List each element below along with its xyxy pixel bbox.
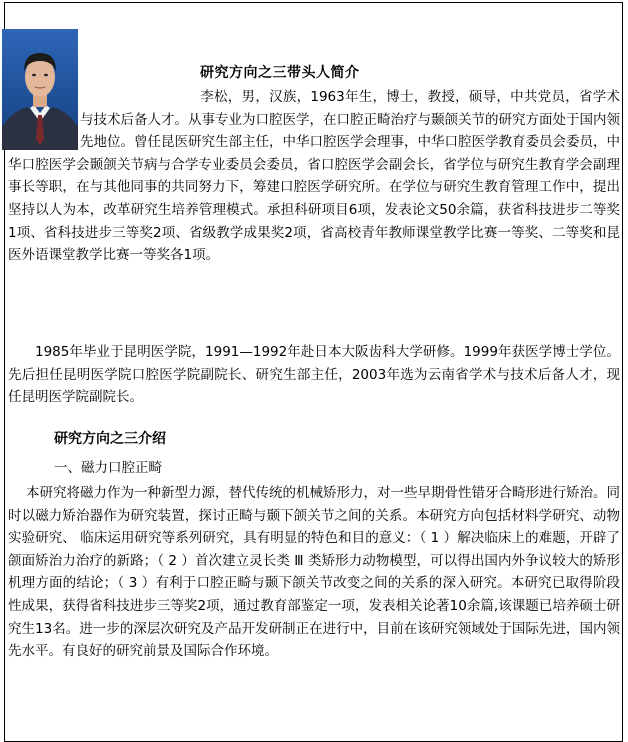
subsection-title: 一、磁力口腔正畸 [54, 460, 162, 476]
research-block [8, 482, 620, 663]
photo-float-spacer [8, 86, 80, 152]
intro-title: 研究方向之三介绍 [54, 431, 166, 447]
bio-block [8, 86, 620, 267]
section-title: 研究方向之三带头人简介 [200, 65, 360, 81]
bio-text: 李松，男，汉族，1963年生，博士，教授，硕导，中共党员，省学术与技术后备人才。从事专业为口腔医学，在口腔正畸治疗与颞颌关节的研究方面处于国内领先地位。曾任昆医研究生部主任，中华口腔医学会理事，中华口腔医学教育委员会委员，中华口腔医学会颞颌关节病与合学专业委员会委员，省口腔医学会副会长，省学位与研究生教育学会副理事长等职，在与其他同事的共同努力下，筹建口腔医学研究所。在学位与研究生教育管理工作中，提出坚持以人为本，改革研究生培养管理模式。承担科研项目6项，发表论文50余篇，获省科技进步二等奖1项、省科技进步三等奖2项、省级教学成果奖2项，省高校青年教师课堂教学比赛一等奖、二等奖和昆医外语课堂教学比赛一等奖各1项。 [8, 89, 620, 264]
bio-paragraph [8, 86, 620, 267]
education-paragraph: 1985年毕业于昆明医学院，1991—1992年赴日本大阪齿科大学研修。1999年获医学博士学位。先后担任昆明医学院口腔医学院副院长、研究生部主任，2003年选为云南省学术与技术后备人才，现任昆明医学院副院长。 [8, 344, 620, 406]
education-block [8, 341, 620, 409]
research-paragraph: 本研究将磁力作为一种新型力源，替代传统的机械矫形力，对一些早期骨性错牙合畸形进行矫治。同时以磁力矫治器作为研究装置，探讨正畸与颞下颌关节之间的关系。本研究方向包括材料学研究、动物实验研究、 临床运用研究等系列研究，具有明显的特色和目的意义：（ 1 ）解决临床上的难题，开辟了颌面矫治力治疗的新路；（ 2 ）首次建立灵长类 Ⅲ 类矫形力动物模型，可以得出国内外争议较大的矫形机理方面的结论；（ 3 ）有利于口腔正畸与颞下颌关节改变之间的关系的深入研究。本研究已取得阶段性成果，获得省科技进步三等奖2项，通过教育部鉴定一项，发表相关论著10余篇,该课题已培养硕士研究生13名。进一步的深层次研究及产品开发研制正在进行中，目前在该研究领域处于国际先进，国内领先水平。有良好的研究前景及国际合作环境。 [8, 485, 620, 660]
